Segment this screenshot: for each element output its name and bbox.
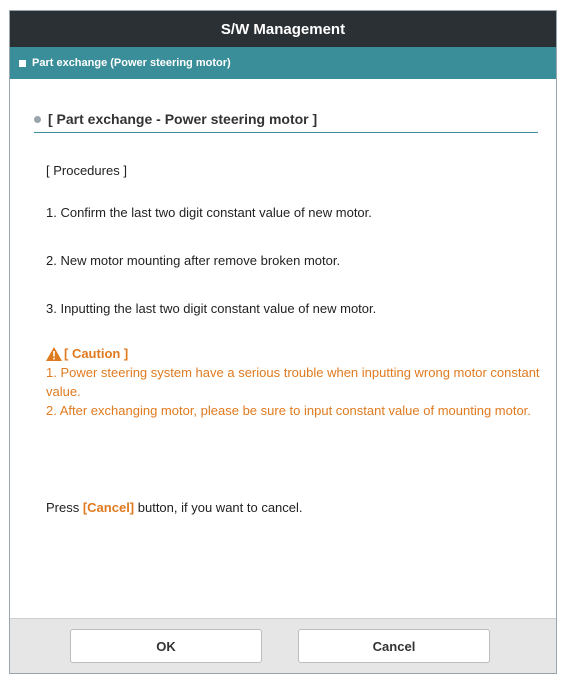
section-heading-text: [ Part exchange - Power steering motor ]	[48, 111, 318, 127]
section-divider	[34, 132, 538, 133]
square-bullet-icon	[19, 60, 26, 67]
bullet-dot-icon	[34, 116, 41, 123]
procedure-step-2: 2. New motor mounting after remove broken motor.	[46, 253, 341, 268]
procedures-title: [ Procedures ]	[46, 163, 127, 178]
instruction-after: button, if you want to cancel.	[134, 500, 303, 515]
section-heading	[34, 111, 317, 127]
caution-line-2: 2. After exchanging motor, please be sure to input constant value of mounting motor.	[46, 403, 531, 418]
caution-title	[46, 344, 546, 363]
procedure-step-3: 3. Inputting the last two digit constant value of new motor.	[46, 301, 377, 316]
button-bar	[10, 618, 556, 673]
instruction-highlight: [Cancel]	[82, 500, 135, 515]
sw-management-dialog	[9, 10, 557, 674]
window-title: S/W Management	[10, 11, 556, 47]
subheader-label: Part exchange (Power steering motor)	[32, 57, 231, 69]
caution-line-1: 1. Power steering system have a serious trouble when inputting wrong motor constant value.	[46, 365, 540, 399]
content-area	[10, 79, 556, 619]
procedure-step-1: 1. Confirm the last two digit constant value of new motor.	[46, 205, 372, 220]
subheader-bar	[10, 47, 556, 79]
cancel-button[interactable]: Cancel	[298, 629, 490, 663]
cancel-instruction	[46, 500, 303, 515]
caution-title-text: [ Caution ]	[64, 346, 129, 361]
ok-button[interactable]: OK	[70, 629, 262, 663]
instruction-before: Press	[46, 500, 83, 515]
caution-block	[46, 344, 546, 420]
warning-triangle-icon	[46, 347, 62, 361]
